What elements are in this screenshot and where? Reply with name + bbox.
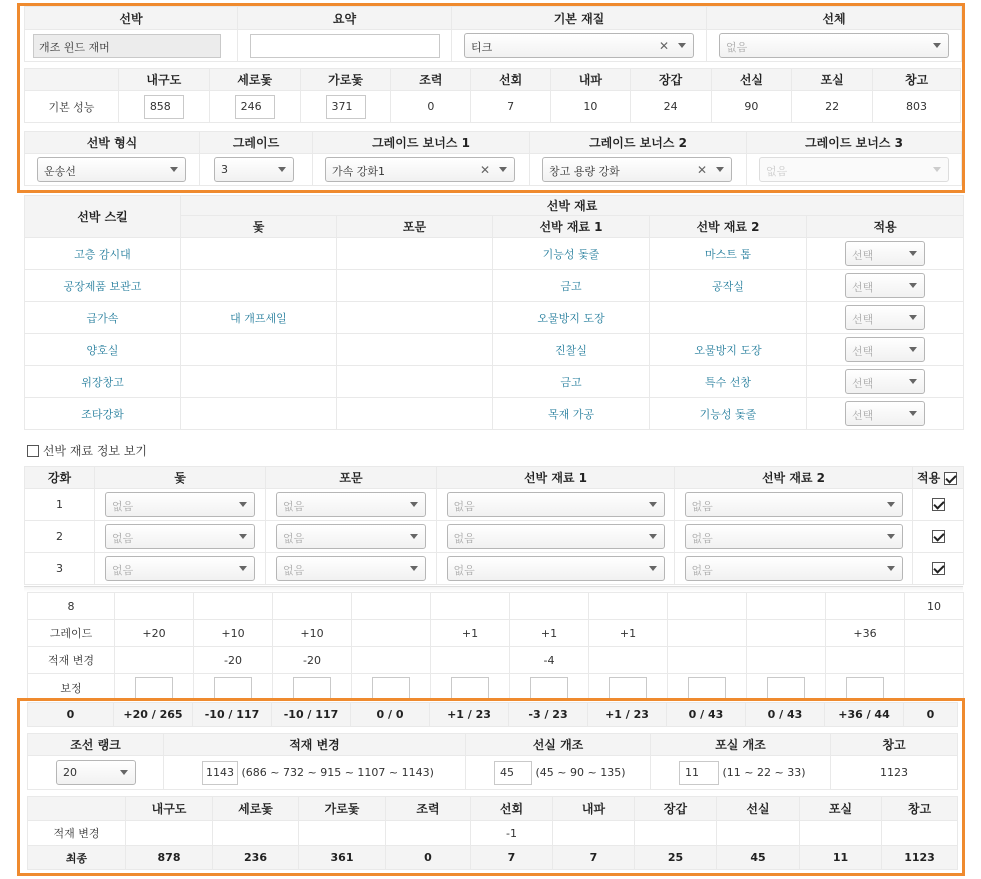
header-bonus-1: 그레이드 보너스 1 (313, 132, 530, 154)
header-apply: 적용 (917, 471, 941, 485)
stat-cell (115, 647, 194, 674)
adjust-input[interactable] (530, 677, 568, 699)
total-cell: +36 / 44 (825, 703, 904, 727)
header-cabin: 선실 (711, 69, 792, 91)
chevron-down-icon (909, 347, 917, 352)
header-wave: 내파 (551, 69, 631, 91)
header-hull: 선체 (707, 7, 962, 30)
final-cell: 7 (553, 846, 635, 870)
chevron-down-icon (410, 502, 418, 507)
chevron-down-icon (887, 502, 895, 507)
skill-name[interactable]: 양호실 (25, 334, 181, 366)
header-apply: 적용 (807, 216, 964, 238)
header-cabin-mod: 선실 개조 (466, 734, 651, 756)
clear-icon[interactable]: ✕ (696, 163, 707, 177)
stat-cell (273, 593, 352, 620)
material2-select[interactable] (685, 556, 903, 581)
stat-cell (747, 593, 826, 620)
total-cell: +20 / 265 (114, 703, 193, 727)
base-cabin-value: 90 (711, 91, 792, 123)
header-gunroom: 포실 (792, 69, 873, 91)
stat-cell (194, 593, 273, 620)
header-gun: 포문 (337, 216, 493, 238)
header-storage: 창고 (873, 69, 961, 91)
chevron-down-icon (410, 566, 418, 571)
skill-material-2[interactable]: 기능성 돛줄 (650, 398, 807, 430)
skill-gun[interactable] (337, 270, 493, 302)
enhancement-table (24, 466, 964, 585)
totals-table (27, 702, 958, 727)
header-summary: 요약 (238, 7, 452, 30)
skill-name[interactable]: 고층 감시대 (25, 238, 181, 270)
apply-select[interactable] (845, 241, 925, 266)
sail-select[interactable] (105, 556, 255, 581)
skill-sail[interactable] (181, 334, 337, 366)
stat-cell (635, 821, 717, 846)
header-armor: 장갑 (630, 69, 711, 91)
stat-cell: +20 (115, 620, 194, 647)
stat-cell (747, 620, 826, 647)
skill-material-1[interactable]: 기능성 돛줄 (493, 238, 650, 270)
base-turn-value: 7 (471, 91, 551, 123)
material1-select[interactable] (447, 524, 665, 549)
final-cell: 878 (126, 846, 213, 870)
adjust-input[interactable] (767, 677, 805, 699)
stat-cell: 10 (905, 593, 964, 620)
clear-icon[interactable]: ✕ (658, 39, 669, 53)
hsail-input[interactable]: 371 (326, 95, 366, 119)
skill-material-1[interactable]: 진찰실 (493, 334, 650, 366)
adjust-input[interactable] (688, 677, 726, 699)
load-input[interactable]: 1143 (202, 761, 238, 785)
skill-gun[interactable] (337, 334, 493, 366)
chevron-down-icon (887, 534, 895, 539)
stat-cell (386, 821, 471, 846)
row-label: 그레이드 (28, 620, 115, 647)
chevron-down-icon (909, 379, 917, 384)
material2-value: 없음 (691, 532, 713, 545)
total-cell: 0 (904, 703, 958, 727)
table-row (25, 238, 964, 270)
row-label: 적재 변경 (28, 647, 115, 674)
skill-sail[interactable] (181, 270, 337, 302)
vsail-input[interactable]: 246 (235, 95, 275, 119)
table-row (28, 647, 964, 674)
chevron-down-icon (678, 43, 686, 48)
header-sail: 돛 (181, 216, 337, 238)
stat-cell (510, 593, 589, 620)
chevron-down-icon (909, 283, 917, 288)
enhance-level: 1 (25, 489, 95, 521)
skill-material-2[interactable]: 공작실 (650, 270, 807, 302)
stat-cell (431, 647, 510, 674)
header-turn: 선회 (471, 797, 553, 821)
skill-name[interactable]: 급가속 (25, 302, 181, 334)
total-cell: -10 / 117 (193, 703, 272, 727)
chevron-down-icon (120, 770, 128, 775)
apply-checkbox[interactable] (932, 498, 945, 511)
base-armor-value: 24 (630, 91, 711, 123)
header-durability: 내구도 (118, 69, 209, 91)
row-label: 보정 (28, 674, 115, 702)
durability-input[interactable]: 858 (144, 95, 184, 119)
total-cell: -10 / 117 (272, 703, 351, 727)
stat-cell (431, 593, 510, 620)
header-row: 조력 (391, 69, 471, 91)
chevron-down-icon (933, 167, 941, 172)
skill-material-2[interactable] (650, 302, 807, 334)
bonus3-value: 없음 (766, 165, 788, 178)
header-ship-skill: 선박 스킬 (25, 196, 181, 238)
table-row (25, 366, 964, 398)
material1-value: 없음 (453, 564, 475, 577)
apply-checkbox[interactable] (932, 530, 945, 543)
header-grade: 그레이드 (200, 132, 313, 154)
header-row: 조력 (386, 797, 471, 821)
material2-value: 없음 (691, 564, 713, 577)
gun-select[interactable] (276, 524, 426, 549)
final-cell: 25 (635, 846, 717, 870)
base-stats-table (24, 68, 961, 123)
material-info-checkbox[interactable] (27, 445, 39, 457)
bonus2-select[interactable] (542, 157, 732, 182)
chevron-down-icon (499, 167, 507, 172)
stat-cell: 8 (28, 593, 115, 620)
skill-material-1[interactable]: 금고 (493, 366, 650, 398)
apply-value: 선택 (852, 377, 874, 390)
adjust-input[interactable] (214, 677, 252, 699)
stat-cell (717, 821, 800, 846)
apply-select[interactable] (845, 401, 925, 426)
skill-sail[interactable] (181, 366, 337, 398)
stat-cell (905, 620, 964, 647)
apply-all-checkbox[interactable] (944, 472, 957, 485)
stat-cell: -1 (471, 821, 553, 846)
load-range: (686 ~ 732 ~ 915 ~ 1107 ~ 1143) (241, 765, 434, 779)
ship-skills-table (24, 195, 964, 430)
header-wave: 내파 (553, 797, 635, 821)
stat-cell (126, 821, 213, 846)
stat-cell: -20 (273, 647, 352, 674)
row-label: 적재 변경 (28, 821, 126, 846)
base-wave-value: 10 (551, 91, 631, 123)
bonus1-select[interactable] (325, 157, 515, 182)
chevron-down-icon (239, 502, 247, 507)
chevron-down-icon (410, 534, 418, 539)
final-cell: 7 (471, 846, 553, 870)
header-material-2: 선박 재료 2 (650, 216, 807, 238)
header-cabin: 선실 (717, 797, 800, 821)
stat-cell (800, 821, 882, 846)
table-row (25, 489, 964, 521)
table-row (28, 821, 958, 846)
chevron-down-icon (887, 566, 895, 571)
material-info-toggle[interactable] (27, 442, 147, 459)
material-info-label: 선박 재료 정보 보기 (42, 444, 148, 458)
skill-gun[interactable] (337, 398, 493, 430)
skill-sail[interactable] (181, 238, 337, 270)
sail-select[interactable] (105, 524, 255, 549)
material1-value: 없음 (453, 500, 475, 513)
stat-cell (826, 593, 905, 620)
bonus2-value: 창고 용량 강화 (549, 165, 620, 178)
apply-value: 선택 (852, 249, 874, 262)
header-rank: 조선 랭크 (28, 734, 164, 756)
stat-cell: -20 (194, 647, 273, 674)
stat-cell (352, 620, 431, 647)
material1-value: 없음 (453, 532, 475, 545)
final-cell: 11 (800, 846, 882, 870)
chevron-down-icon (278, 167, 286, 172)
header-vsail: 세로돛 (209, 69, 300, 91)
stat-cell (668, 647, 747, 674)
modification-table (27, 733, 958, 790)
skill-sail[interactable]: 대 개프세일 (181, 302, 337, 334)
gun-select[interactable] (276, 492, 426, 517)
header-turn: 선회 (471, 69, 551, 91)
skill-name[interactable]: 조타강화 (25, 398, 181, 430)
skill-material-1[interactable]: 오물방지 도장 (493, 302, 650, 334)
stat-cell (905, 647, 964, 674)
sail-select[interactable] (105, 492, 255, 517)
skill-material-2[interactable]: 특수 선창 (650, 366, 807, 398)
header-storage: 창고 (882, 797, 958, 821)
adjust-input[interactable] (451, 677, 489, 699)
header-material-1: 선박 재료 1 (437, 467, 675, 489)
header-bonus-3: 그레이드 보너스 3 (747, 132, 962, 154)
header-armor: 장갑 (635, 797, 717, 821)
rank-select[interactable] (56, 760, 136, 785)
stat-cell (589, 593, 668, 620)
table-row (25, 398, 964, 430)
adjust-input[interactable] (135, 677, 173, 699)
chevron-down-icon (909, 251, 917, 256)
apply-select[interactable] (845, 273, 925, 298)
total-cell: 0 / 43 (667, 703, 746, 727)
material2-value: 없음 (691, 500, 713, 513)
base-row-value: 0 (391, 91, 471, 123)
stat-cell (747, 647, 826, 674)
gunroom-range: (11 ~ 22 ~ 33) (722, 765, 806, 779)
enhance-level: 2 (25, 521, 95, 553)
skill-gun[interactable] (337, 238, 493, 270)
skill-sail[interactable] (181, 398, 337, 430)
apply-value: 선택 (852, 345, 874, 358)
table-row (25, 334, 964, 366)
enhance-level: 3 (25, 553, 95, 585)
material2-select[interactable] (685, 524, 903, 549)
header-material-2: 선박 재료 2 (675, 467, 913, 489)
header-material: 기본 재질 (452, 7, 707, 30)
stat-cell: +1 (510, 620, 589, 647)
final-cell: 236 (213, 846, 299, 870)
stat-cell (352, 593, 431, 620)
ship-type-select[interactable] (37, 157, 186, 182)
header-sail: 돛 (95, 467, 266, 489)
base-storage-value: 803 (873, 91, 961, 123)
apply-checkbox[interactable] (932, 562, 945, 575)
stat-cell (299, 821, 386, 846)
adjust-input[interactable] (293, 677, 331, 699)
adjust-input[interactable] (372, 677, 410, 699)
stat-cell: +10 (194, 620, 273, 647)
summary-input[interactable] (250, 34, 440, 58)
gun-value: 없음 (283, 532, 305, 545)
header-durability: 내구도 (126, 797, 213, 821)
stat-cell (668, 620, 747, 647)
header-gunroom-mod: 포실 개조 (651, 734, 831, 756)
stat-cell (668, 593, 747, 620)
material-value: 티크 (471, 41, 493, 54)
chevron-down-icon (716, 167, 724, 172)
rank-value: 20 (63, 766, 77, 779)
skill-material-2[interactable]: 마스트 톱 (650, 238, 807, 270)
skill-gun[interactable] (337, 302, 493, 334)
gunroom-input[interactable]: 11 (679, 761, 719, 785)
final-stats-table (27, 796, 958, 870)
sail-value: 없음 (112, 532, 134, 545)
cabin-range: (45 ~ 90 ~ 135) (535, 765, 626, 779)
total-cell: 0 / 0 (351, 703, 430, 727)
adjust-input[interactable] (846, 677, 884, 699)
header-gun: 포문 (266, 467, 437, 489)
stat-cell: +36 (826, 620, 905, 647)
table-row (28, 846, 958, 870)
header-ship-material: 선박 재료 (181, 196, 964, 216)
stat-cell: +1 (431, 620, 510, 647)
material-select[interactable] (464, 33, 694, 58)
header-blank (25, 69, 119, 91)
grade-value: 3 (221, 163, 228, 176)
chevron-down-icon (649, 502, 657, 507)
ship-type-table (24, 131, 962, 186)
apply-value: 선택 (852, 409, 874, 422)
stat-cell: +10 (273, 620, 352, 647)
skill-material-1[interactable]: 목재 가공 (493, 398, 650, 430)
stat-cell (115, 593, 194, 620)
sail-value: 없음 (112, 500, 134, 513)
material1-select[interactable] (447, 556, 665, 581)
stat-cell: -4 (510, 647, 589, 674)
table-row (25, 553, 964, 585)
header-material-1: 선박 재료 1 (493, 216, 650, 238)
chevron-down-icon (909, 411, 917, 416)
header-ship: 선박 (25, 7, 238, 30)
storage-value: 1123 (831, 756, 958, 790)
stat-cell (826, 647, 905, 674)
chevron-down-icon (239, 566, 247, 571)
table-row (25, 270, 964, 302)
apply-select[interactable] (845, 305, 925, 330)
stat-cell (352, 647, 431, 674)
bonus1-value: 가속 강화1 (332, 165, 385, 178)
grade-select[interactable] (214, 157, 294, 182)
stat-cell (589, 647, 668, 674)
material2-select[interactable] (685, 492, 903, 517)
total-cell: +1 / 23 (588, 703, 667, 727)
header-blank (28, 797, 126, 821)
chevron-down-icon (170, 167, 178, 172)
base-label: 기본 성능 (25, 91, 119, 123)
gun-value: 없음 (283, 500, 305, 513)
table-row (28, 593, 964, 620)
total-cell: 0 (28, 703, 114, 727)
ship-type-value: 운송선 (44, 165, 76, 178)
gun-value: 없음 (283, 564, 305, 577)
header-vsail: 세로돛 (213, 797, 299, 821)
header-bonus-2: 그레이드 보너스 2 (530, 132, 747, 154)
ship-name-field[interactable]: 개조 윈드 재머 (33, 34, 221, 58)
final-cell: 0 (386, 846, 471, 870)
table-row (25, 521, 964, 553)
adjust-input[interactable] (609, 677, 647, 699)
bonus3-select[interactable] (759, 157, 949, 182)
total-cell: 0 / 43 (746, 703, 825, 727)
chevron-down-icon (933, 43, 941, 48)
header-hsail: 가로돛 (299, 797, 386, 821)
stat-cell (213, 821, 299, 846)
header-enhance: 강화 (25, 467, 95, 489)
stat-cell (882, 821, 958, 846)
hull-select[interactable] (719, 33, 949, 58)
cabin-input[interactable]: 45 (494, 761, 532, 785)
header-load-change: 적재 변경 (164, 734, 466, 756)
stat-change-table (27, 592, 964, 702)
sail-value: 없음 (112, 564, 134, 577)
apply-select[interactable] (845, 369, 925, 394)
header-gunroom: 포실 (800, 797, 882, 821)
stat-cell: +1 (589, 620, 668, 647)
table-row (28, 620, 964, 647)
skill-name[interactable]: 위장창고 (25, 366, 181, 398)
apply-value: 선택 (852, 313, 874, 326)
total-cell: -3 / 23 (509, 703, 588, 727)
apply-value: 선택 (852, 281, 874, 294)
chevron-down-icon (649, 534, 657, 539)
final-cell: 45 (717, 846, 800, 870)
final-cell: 361 (299, 846, 386, 870)
gun-select[interactable] (276, 556, 426, 581)
table-row (25, 302, 964, 334)
apply-select[interactable] (845, 337, 925, 362)
skill-name[interactable]: 공장제품 보관고 (25, 270, 181, 302)
ship-basic-table (24, 6, 962, 62)
total-cell: +1 / 23 (430, 703, 509, 727)
skill-gun[interactable] (337, 366, 493, 398)
clear-icon[interactable]: ✕ (479, 163, 490, 177)
header-ship-type: 선박 형식 (25, 132, 200, 154)
row-label: 최종 (28, 846, 126, 870)
material1-select[interactable] (447, 492, 665, 517)
hull-value: 없음 (726, 41, 748, 54)
skill-material-1[interactable]: 금고 (493, 270, 650, 302)
chevron-down-icon (239, 534, 247, 539)
chevron-down-icon (649, 566, 657, 571)
header-storage: 창고 (831, 734, 958, 756)
chevron-down-icon (909, 315, 917, 320)
stat-cell (553, 821, 635, 846)
header-hsail: 가로돛 (300, 69, 391, 91)
final-cell: 1123 (882, 846, 958, 870)
base-gunroom-value: 22 (792, 91, 873, 123)
skill-material-2[interactable]: 오물방지 도장 (650, 334, 807, 366)
